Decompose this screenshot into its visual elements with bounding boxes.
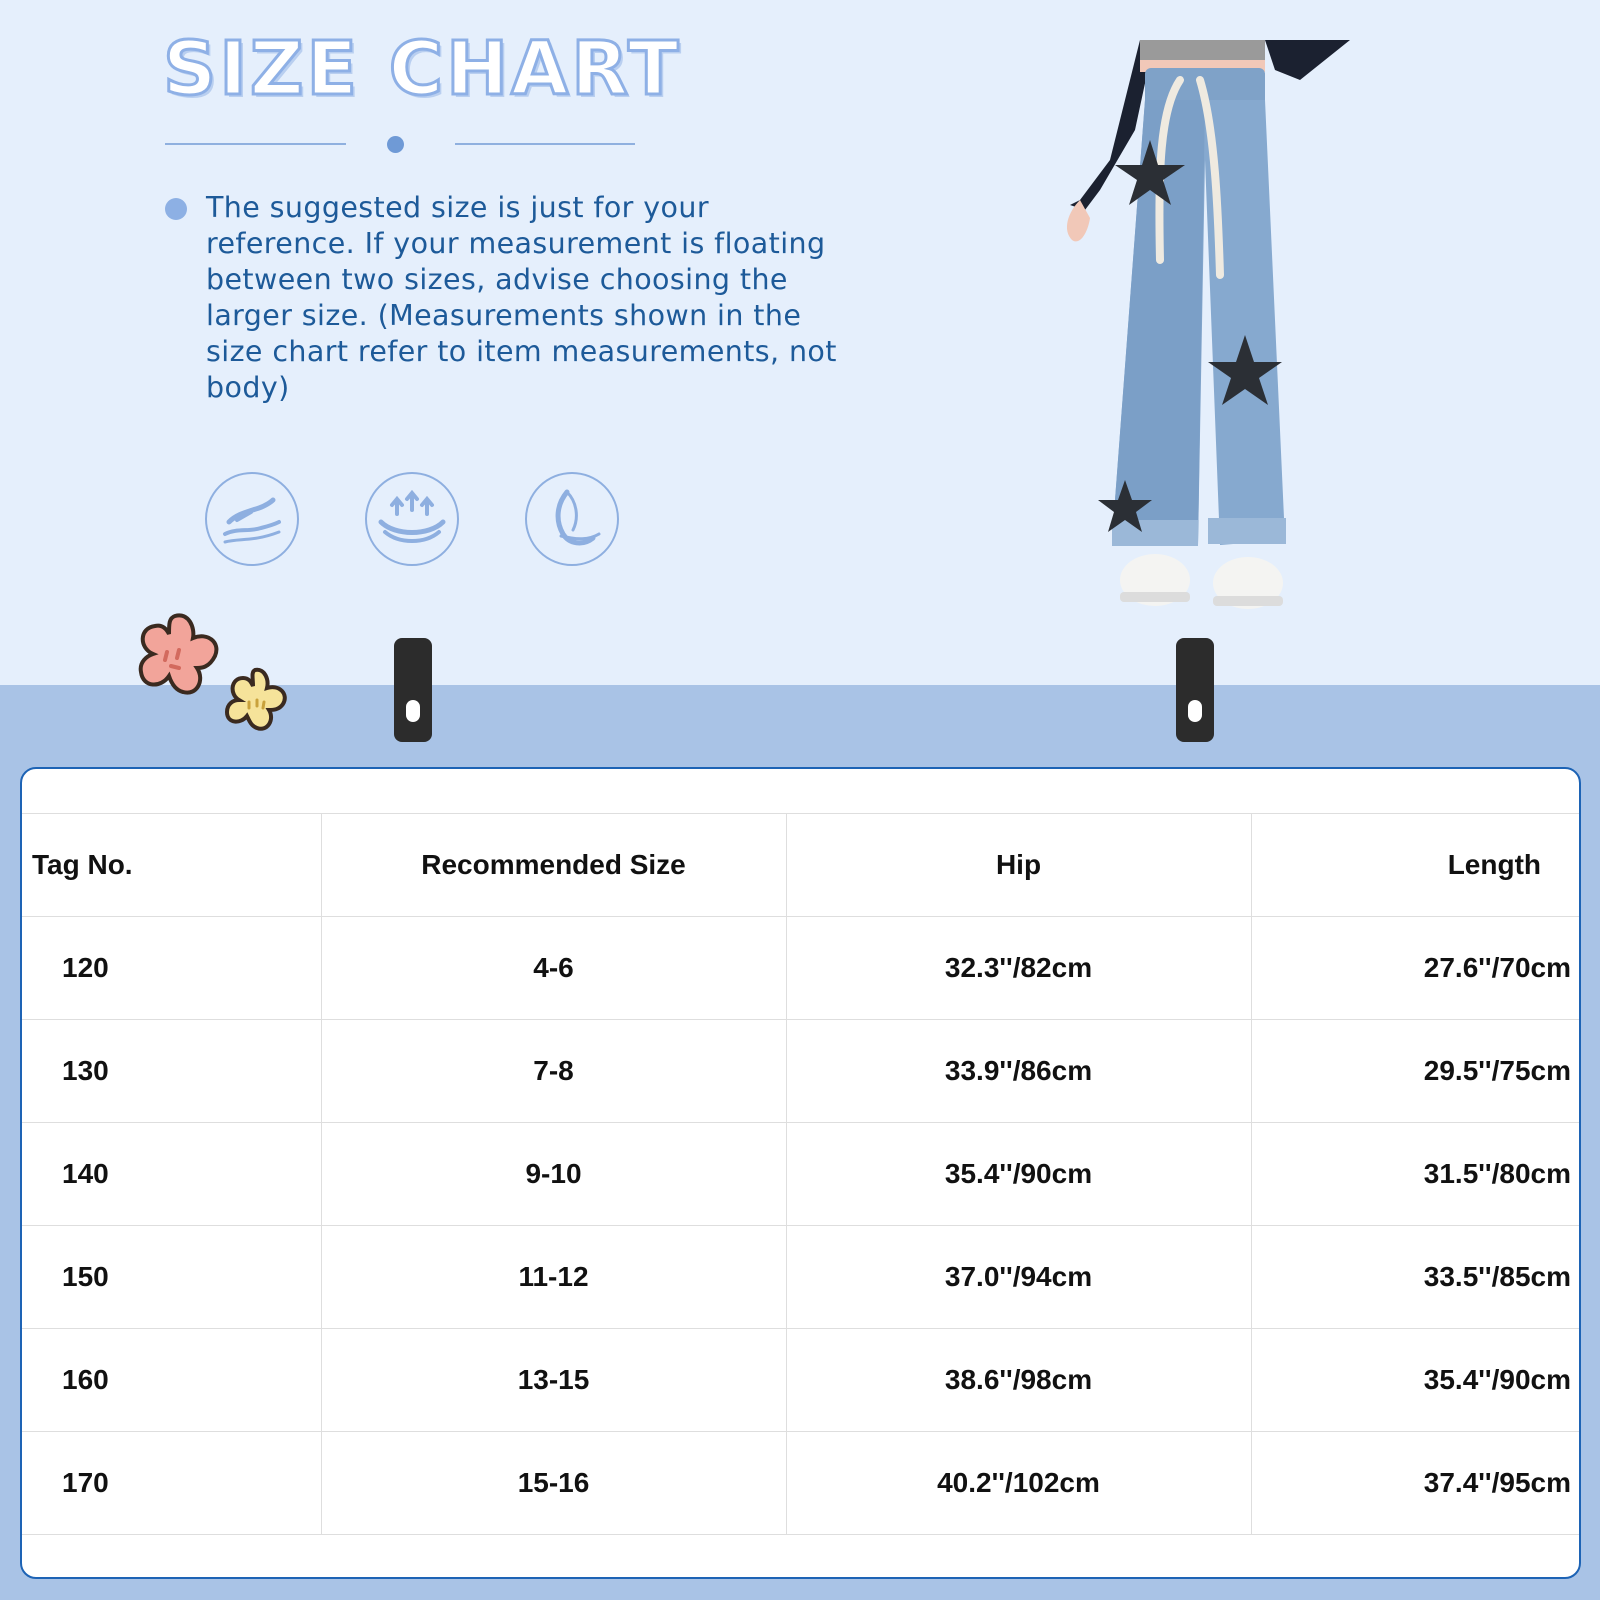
cell-recommended-size: 13-15 xyxy=(321,1329,786,1432)
size-note-rest: reference. If your measurement is floating between two sizes, advise choosing the larger size. (Measurements shown in the size chart refer to item measurements, not body) xyxy=(206,227,837,404)
divider-line-right xyxy=(455,143,635,145)
title-divider xyxy=(165,134,640,154)
cell-hip: 40.2''/102cm xyxy=(786,1432,1251,1535)
breathable-icon xyxy=(365,472,459,566)
header-length: Length xyxy=(1251,814,1581,917)
cell-hip: 32.3''/82cm xyxy=(786,917,1251,1020)
divider-line-left xyxy=(165,143,346,145)
table-row xyxy=(22,1020,1581,1123)
binder-clip-left xyxy=(394,638,432,742)
cell-tag-no: 120 xyxy=(22,917,321,1020)
table-row xyxy=(22,917,1581,1020)
size-table-card xyxy=(20,767,1581,1579)
cell-hip: 33.9''/86cm xyxy=(786,1020,1251,1123)
cell-recommended-size: 11-12 xyxy=(321,1226,786,1329)
table-row xyxy=(22,1432,1581,1535)
soft-touch-icon xyxy=(205,472,299,566)
cell-tag-no: 150 xyxy=(22,1226,321,1329)
header-recommended-size: Recommended Size xyxy=(321,814,786,917)
cell-recommended-size: 15-16 xyxy=(321,1432,786,1535)
cell-tag-no: 130 xyxy=(22,1020,321,1123)
cell-tag-no: 170 xyxy=(22,1432,321,1535)
bullet-icon xyxy=(165,198,187,220)
cell-recommended-size: 9-10 xyxy=(321,1123,786,1226)
cell-hip: 38.6''/98cm xyxy=(786,1329,1251,1432)
table-header-row xyxy=(22,814,1581,917)
lightweight-feather-icon xyxy=(525,472,619,566)
size-note-text xyxy=(206,190,855,406)
page-title: SIZE CHART xyxy=(163,26,682,112)
table-row xyxy=(22,1123,1581,1226)
feature-icons xyxy=(205,472,625,568)
cell-recommended-size: 7-8 xyxy=(321,1020,786,1123)
size-table xyxy=(22,813,1581,1535)
cell-hip: 35.4''/90cm xyxy=(786,1123,1251,1226)
cell-length: 35.4''/90cm xyxy=(1251,1329,1581,1432)
cell-length: 33.5''/85cm xyxy=(1251,1226,1581,1329)
table-row xyxy=(22,1226,1581,1329)
cell-length: 27.6''/70cm xyxy=(1251,917,1581,1020)
cell-hip: 37.0''/94cm xyxy=(786,1226,1251,1329)
flower-decoration xyxy=(120,610,310,760)
binder-clip-right xyxy=(1176,638,1214,742)
header-tag-no: Tag No. xyxy=(22,814,321,917)
cell-length: 31.5''/80cm xyxy=(1251,1123,1581,1226)
table-row xyxy=(22,1329,1581,1432)
cell-length: 37.4''/95cm xyxy=(1251,1432,1581,1535)
cell-length: 29.5''/75cm xyxy=(1251,1020,1581,1123)
cell-tag-no: 140 xyxy=(22,1123,321,1226)
cell-recommended-size: 4-6 xyxy=(321,917,786,1020)
divider-dot xyxy=(387,136,404,153)
jeans-product-photo xyxy=(1040,40,1370,620)
size-note xyxy=(165,190,855,406)
header-hip: Hip xyxy=(786,814,1251,917)
size-note-line1: The suggested size is just for your xyxy=(206,191,709,224)
cell-tag-no: 160 xyxy=(22,1329,321,1432)
